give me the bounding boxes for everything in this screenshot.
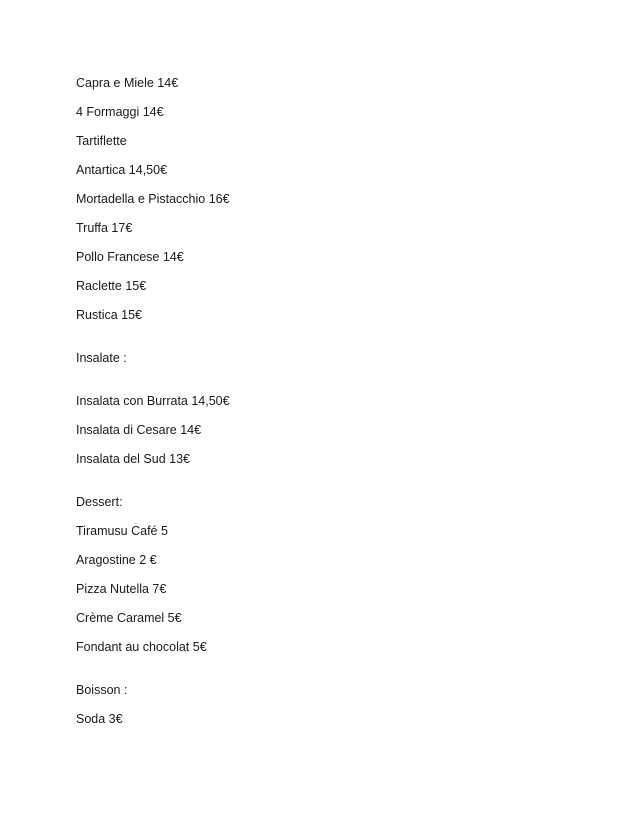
menu-item: Tiramusu Café 5	[76, 524, 168, 538]
menu-item: Soda 3€	[76, 712, 123, 726]
menu-item: Capra e Miele 14€	[76, 76, 179, 90]
menu-item: Pollo Francese 14€	[76, 250, 184, 264]
menu-item: 4 Formaggi 14€	[76, 105, 164, 119]
menu-item: Fondant au chocolat 5€	[76, 640, 207, 654]
menu-item: Raclette 15€	[76, 279, 147, 293]
section-heading-insalate: Insalate :	[76, 351, 127, 365]
menu-item: Insalata con Burrata 14,50€	[76, 394, 230, 408]
menu-item: Tartiflette	[76, 134, 127, 148]
menu-item: Antartica 14,50€	[76, 163, 168, 177]
menu-item: Mortadella e Pistacchio 16€	[76, 192, 230, 206]
menu-item: Crème Caramel 5€	[76, 611, 182, 625]
menu-item: Insalata di Cesare 14€	[76, 423, 202, 437]
menu-item: Pizza Nutella 7€	[76, 582, 167, 596]
menu-item: Truffa 17€	[76, 221, 133, 235]
menu-item: Aragostine 2 €	[76, 553, 157, 567]
menu-item: Insalata del Sud 13€	[76, 452, 190, 466]
menu-item: Rustica 15€	[76, 308, 143, 322]
section-heading-boisson: Boisson :	[76, 683, 128, 697]
section-heading-dessert: Dessert:	[76, 495, 123, 509]
